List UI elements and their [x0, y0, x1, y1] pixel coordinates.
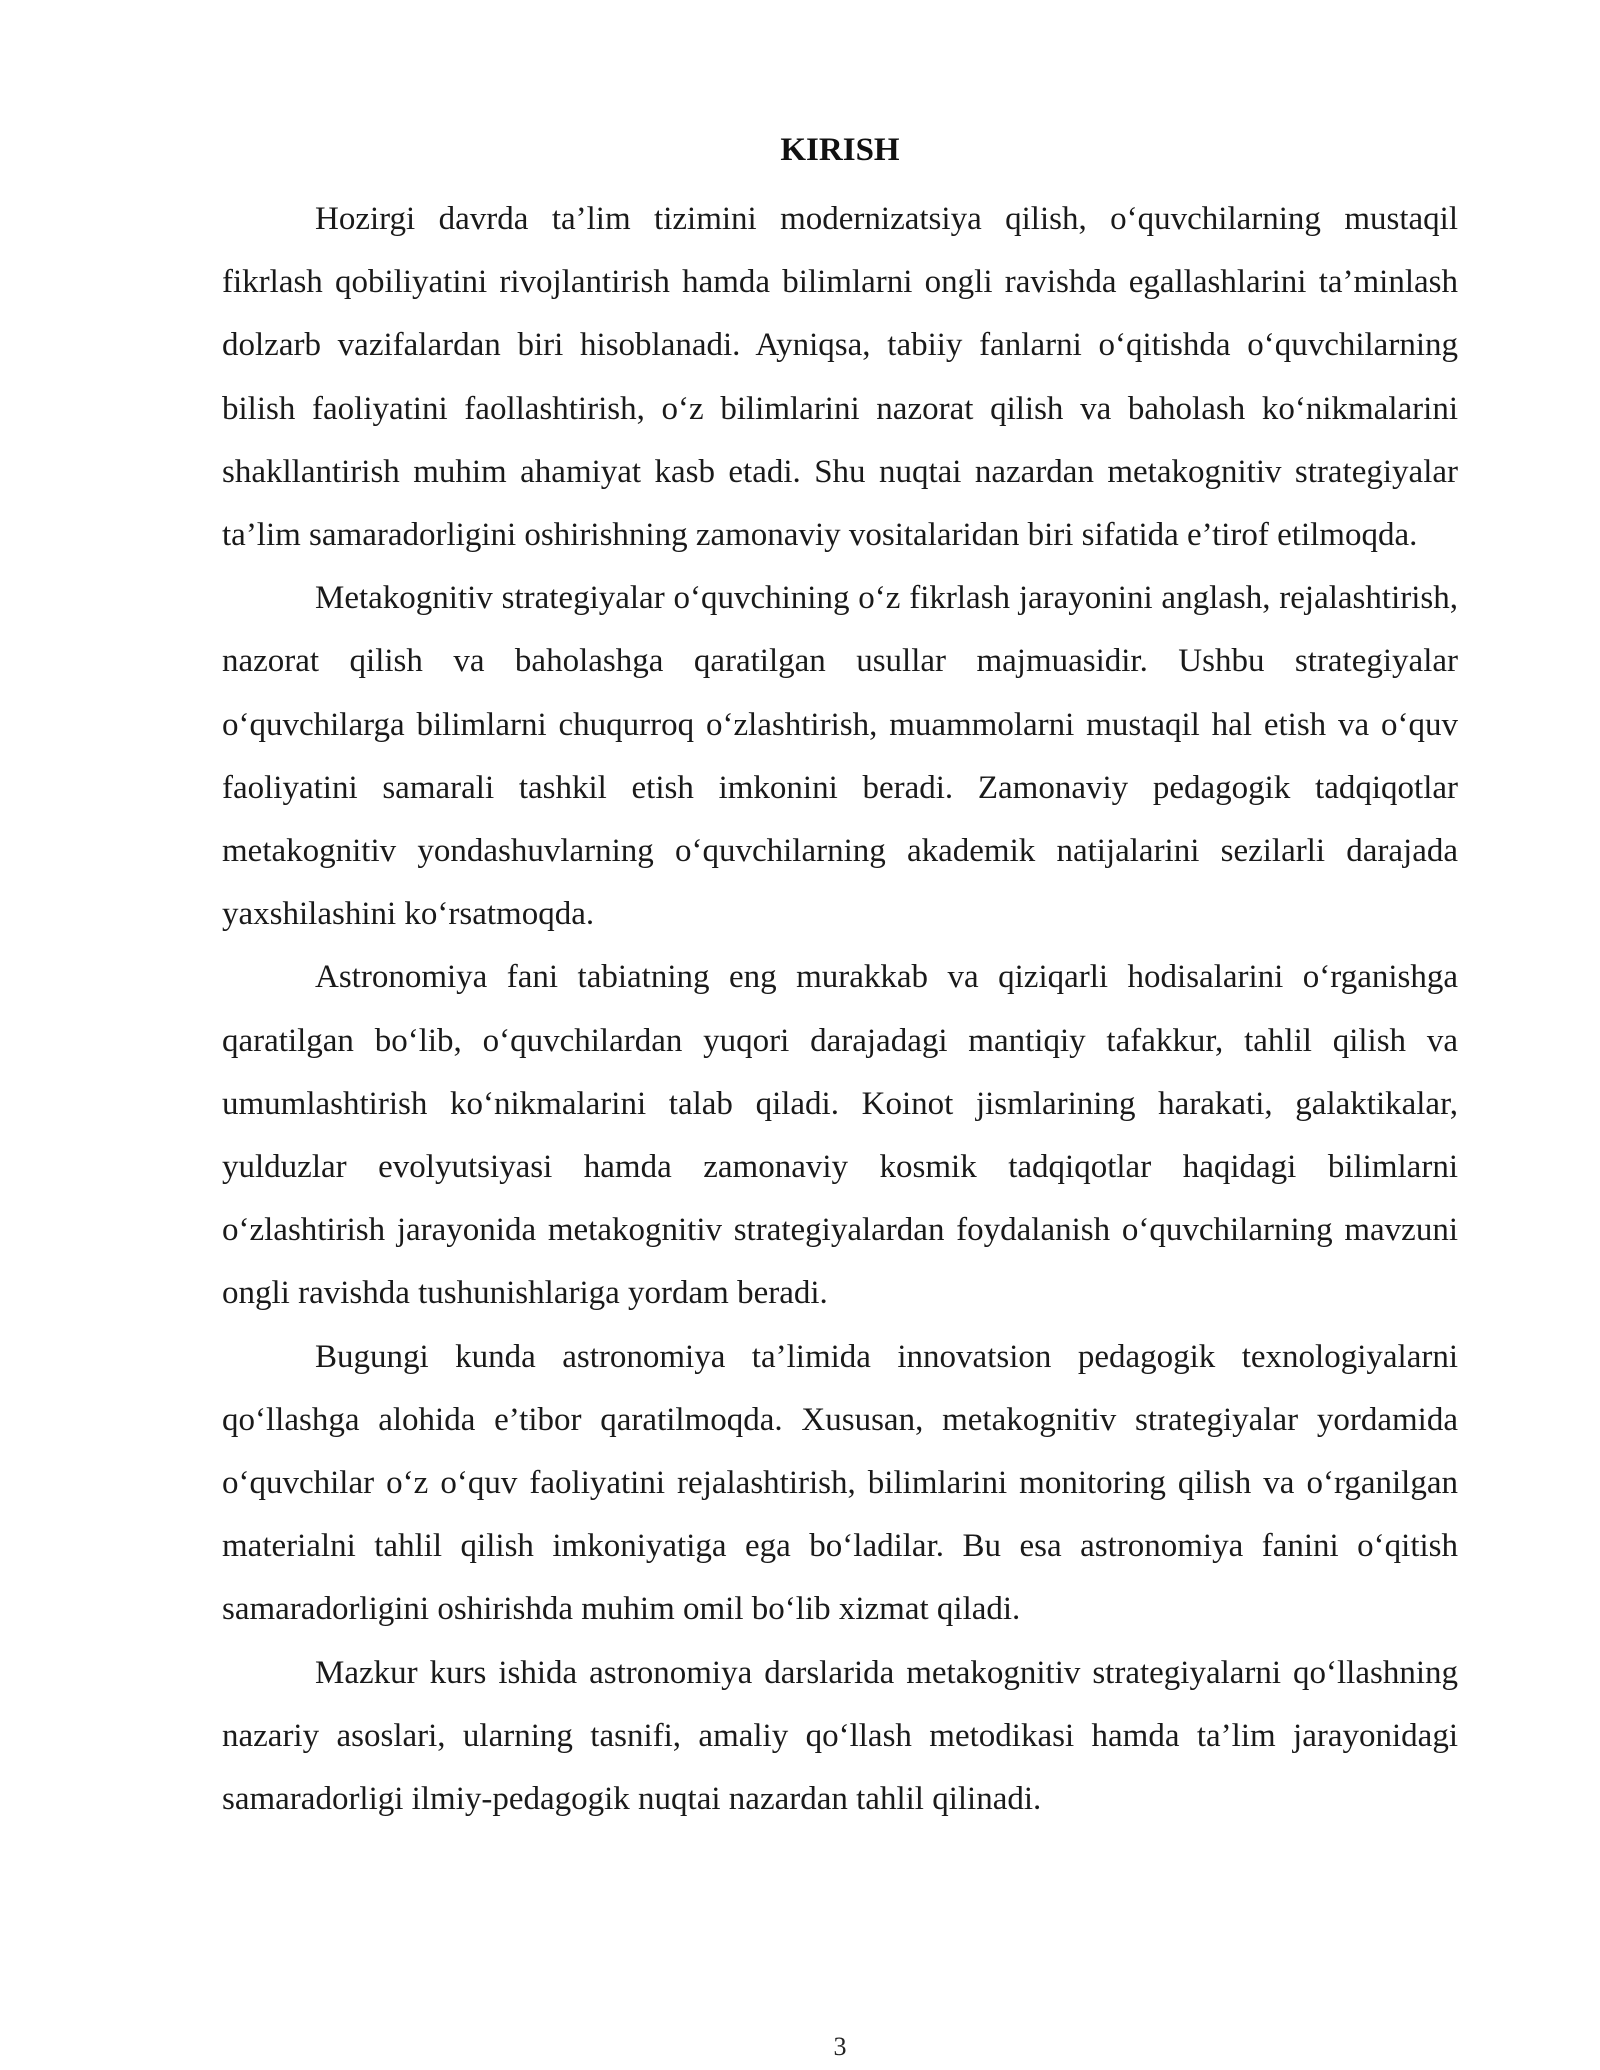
paragraph-2: Metakognitiv strategiyalar o‘quvchining o‘z fikrlash jarayonini anglash, rejalashtirish, nazorat qilish va baholashga qaratilgan usullar majmuasidir. Ushbu strategiyalar o‘quvchilarga bilimlarni chuqurroq o‘zlashtirish, muammolarni mustaqil hal etish va o‘quv faoliyatini samarali tashkil etish imkonini beradi. Zamonaviy pedagogik tadqiqotlar metakognitiv yondashuvlarning o‘quvchilarning akademik natijalarini sezilarli darajada yaxshilashini ko‘rsatmoqda. [222, 580, 1458, 933]
page-number: 3 [833, 2032, 847, 2061]
paragraph-1: Hozirgi davrda ta’lim tizimini modernizatsiya qilish, o‘quvchilarning mustaqil fikrlash qobiliyatini rivojlantirish hamda bilimlarni ongli ravishda egallashlarini ta’minlash dolzarb vazifalardan biri hisoblanadi. Ayniqsa, tabiiy fanlarni o‘qitishda o‘quvchilarning bilish faoliyatini faollashtirish, o‘z bilimlarini nazorat qilish va baholash ko‘nikmalarini shakllantirish muhim ahamiyat kasb etadi. Shu nuqtai nazardan metakognitiv strategiyalar ta’lim samaradorligini oshirishning zamonaviy vositalaridan biri sifatida e’tirof etilmoqda. [222, 201, 1458, 554]
paragraph-4: Bugungi kunda astronomiya ta’limida innovatsion pedagogik texnologiyalarni qo‘llashga alohida e’tibor qaratilmoqda. Xususan, metakognitiv strategiyalar yordamida o‘quvchilar o‘z o‘quv faoliyatini rejalashtirish, bilimlarini monitoring qilish va o‘rganilgan materialni tahlil qilish imkoniyatiga ega bo‘ladilar. Bu esa astronomiya fanini o‘qitish samaradorligini oshirishda muhim omil bo‘lib xizmat qiladi. [222, 1338, 1458, 1628]
body-text [222, 188, 1458, 1831]
section-heading: KIRISH [780, 132, 900, 168]
paragraph-3: Astronomiya fani tabiatning eng murakkab va qiziqarli hodisalarini o‘rganishga qaratilgan bo‘lib, o‘quvchilardan yuqori darajadagi mantiqiy tafakkur, tahlil qilish va umumlashtirish ko‘nikmalarini talab qiladi. Koinot jismlarining harakati, galaktikalar, yulduzlar evolyutsiyasi hamda zamonaviy kosmik tadqiqotlar haqidagi bilimlarni o‘zlashtirish jarayonida metakognitiv strategiyalardan foydalanish o‘quvchilarning mavzuni ongli ravishda tushunishlariga yordam beradi. [222, 959, 1458, 1312]
paragraph-5: Mazkur kurs ishida astronomiya darslarida metakognitiv strategiyalarni qo‘llashning nazariy asoslari, ularning tasnifi, amaliy qo‘llash metodikasi hamda ta’lim jarayonidagi samaradorligi ilmiy-pedagogik nuqtai nazardan tahlil qilinadi. [222, 1654, 1458, 1818]
